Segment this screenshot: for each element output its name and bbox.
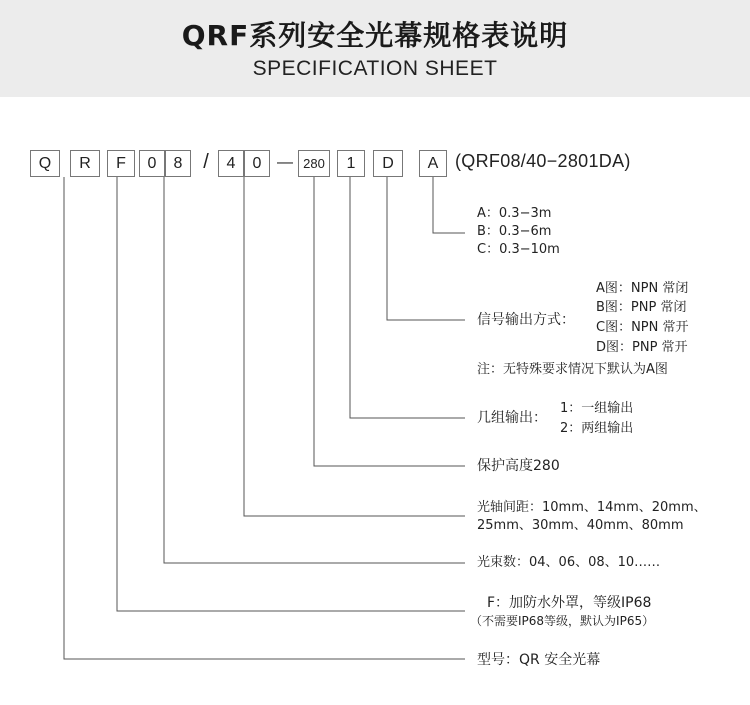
code-box-height: 280 (298, 150, 330, 177)
spacing-line1: 光轴间距：10mm、14mm、20mm、 (477, 500, 707, 515)
code-dash: — (272, 150, 298, 177)
page-subtitle: SPECIFICATION SHEET (252, 57, 498, 80)
code-slash: / (197, 150, 215, 177)
height-label: 保护高度280 (477, 458, 560, 474)
groups-label: 几组输出： (477, 410, 547, 426)
page-title: QRF系列安全光幕规格表说明 (181, 19, 569, 52)
code-box-signal: D (373, 150, 403, 177)
signal-b: B图：PNP 常闭 (596, 300, 687, 315)
signal-note: 注：无特殊要求情况下默认为A图 (477, 362, 668, 377)
range-c: C：0.3−10m (477, 242, 560, 257)
spacing-line2: 25mm、30mm、40mm、80mm (477, 518, 684, 533)
type-label: 型号：QR 安全光幕 (477, 652, 601, 668)
connector-groups (350, 177, 465, 418)
connector-height (314, 177, 465, 466)
signal-d: D图：PNP 常开 (596, 340, 688, 355)
housing-line1: F：加防水外罩，等级IP68 (487, 595, 652, 611)
range-a: A：0.3−3m (477, 206, 552, 221)
signal-label: 信号输出方式： (477, 312, 575, 328)
groups-two: 2：两组输出 (560, 421, 634, 436)
beams-label: 光束数：04、06、08、10…… (477, 555, 661, 570)
groups-one: 1：一组输出 (560, 401, 634, 416)
code-box-q: Q (30, 150, 60, 177)
code-box-r: R (70, 150, 100, 177)
housing-line2: （不需要IP68等级，默认为IP65） (470, 614, 655, 628)
code-box-spacing-2: 0 (244, 150, 270, 177)
range-b: B：0.3−6m (477, 224, 552, 239)
signal-c: C图：NPN 常开 (596, 320, 689, 335)
code-box-range: A (419, 150, 447, 177)
model-example: (QRF08/40−2801DA) (455, 151, 631, 171)
code-box-spacing-1: 4 (218, 150, 244, 177)
connector-spacing (244, 177, 465, 516)
signal-a: A图：NPN 常闭 (596, 281, 689, 296)
code-box-groups: 1 (337, 150, 365, 177)
connector-signal (387, 177, 465, 320)
connector-range (433, 177, 465, 233)
code-box-beams-1: 0 (139, 150, 165, 177)
code-box-f: F (107, 150, 135, 177)
connector-housing (117, 177, 465, 611)
code-box-beams-2: 8 (165, 150, 191, 177)
